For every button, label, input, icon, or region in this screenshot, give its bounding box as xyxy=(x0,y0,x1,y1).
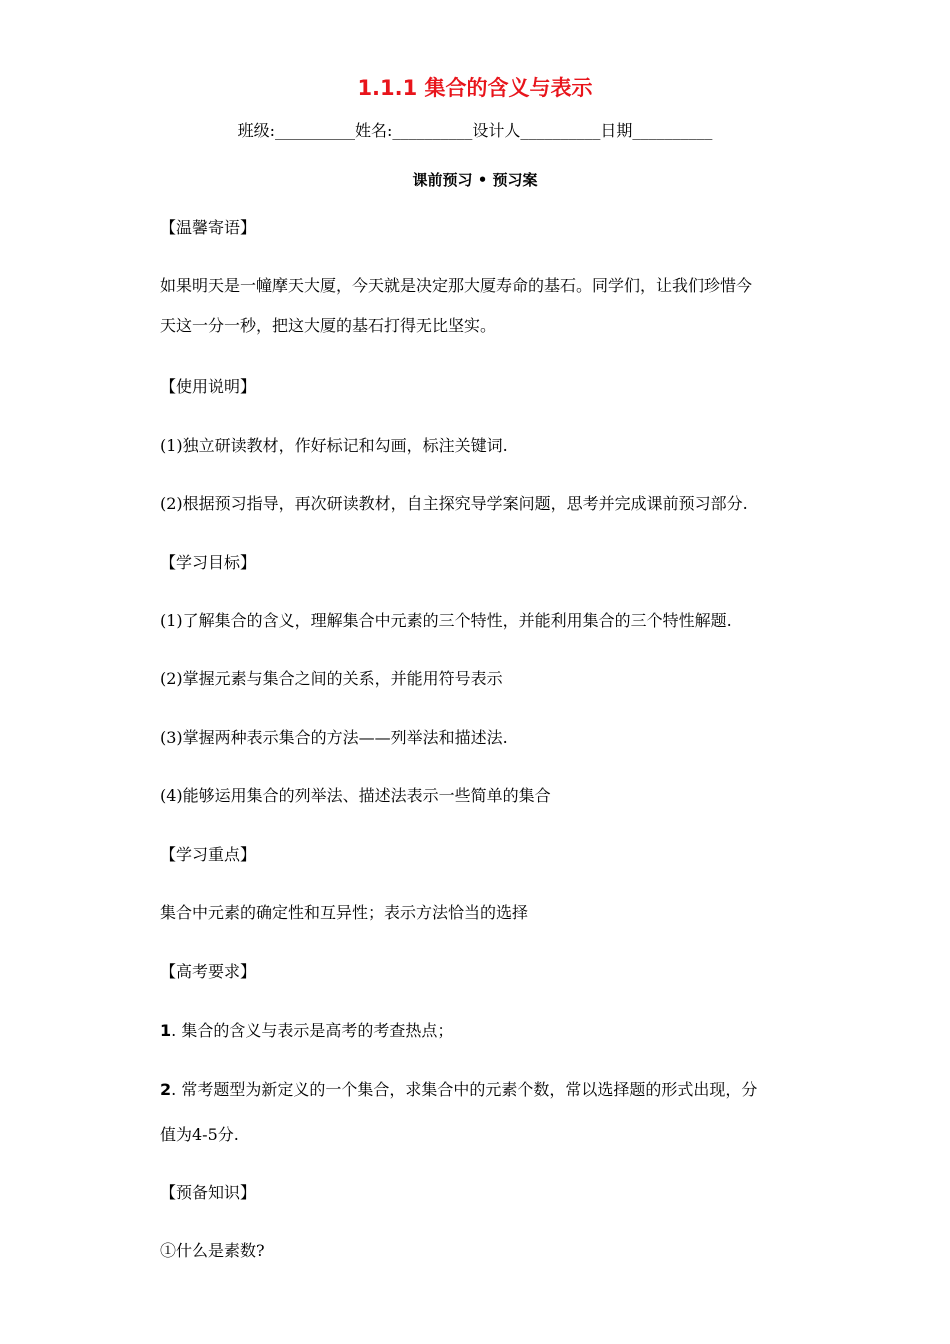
page-title: 1.1.1 集合的含义与表示 xyxy=(357,76,593,100)
warm-words-heading: 【温馨寄语】 xyxy=(160,218,257,237)
exam-item-1-text: . 集合的含义与表示是高考的考查热点； xyxy=(171,1021,454,1040)
prep-question-1: ①什么是素数? xyxy=(160,1241,265,1260)
exam-item-1 xyxy=(160,1021,453,1041)
exam-item-2-line-2: 值为4-5分. xyxy=(160,1125,239,1144)
prep-heading: 【预备知识】 xyxy=(160,1183,257,1202)
goals-item-1: (1)了解集合的含义，理解集合中元素的三个特性，并能利用集合的三个特性解题. xyxy=(160,611,732,630)
exam-item-1-number: 1 xyxy=(160,1021,172,1040)
exam-item-2 xyxy=(160,1080,757,1100)
usage-item-1: (1)独立研读教材，作好标记和勾画，标注关键词. xyxy=(160,436,508,455)
exam-item-2-text-line-1: . 常考题型为新定义的一个集合，求集合中的元素个数，常以选择题的形式出现，分 xyxy=(171,1080,758,1099)
usage-item-2: (2)根据预习指导，再次研读教材，自主探究导学案问题，思考并完成课前预习部分. xyxy=(160,494,748,513)
goals-item-2: (2)掌握元素与集合之间的关系，并能用符号表示 xyxy=(160,669,503,688)
warm-words-line-2: 天这一分一秒，把这大厦的基石打得无比坚实。 xyxy=(160,316,497,335)
section-title: 课前预习 • 预习案 xyxy=(412,171,538,189)
exam-item-2-number: 2 xyxy=(160,1080,172,1099)
warm-words-line-1: 如果明天是一幢摩天大厦，今天就是决定那大厦寿命的基石。同学们，让我们珍惜今 xyxy=(160,276,753,295)
goals-heading: 【学习目标】 xyxy=(160,553,257,572)
goals-item-4: (4)能够运用集合的列举法、描述法表示一些简单的集合 xyxy=(160,786,551,805)
goals-item-3: (3)掌握两种表示集合的方法——列举法和描述法. xyxy=(160,728,508,747)
info-line: 班级:__________姓名:__________设计人__________日期__________ xyxy=(237,121,713,140)
key-points-heading: 【学习重点】 xyxy=(160,845,257,864)
usage-heading: 【使用说明】 xyxy=(160,377,257,396)
exam-heading: 【高考要求】 xyxy=(160,962,257,981)
key-points-text: 集合中元素的确定性和互异性；表示方法恰当的选择 xyxy=(160,903,529,922)
